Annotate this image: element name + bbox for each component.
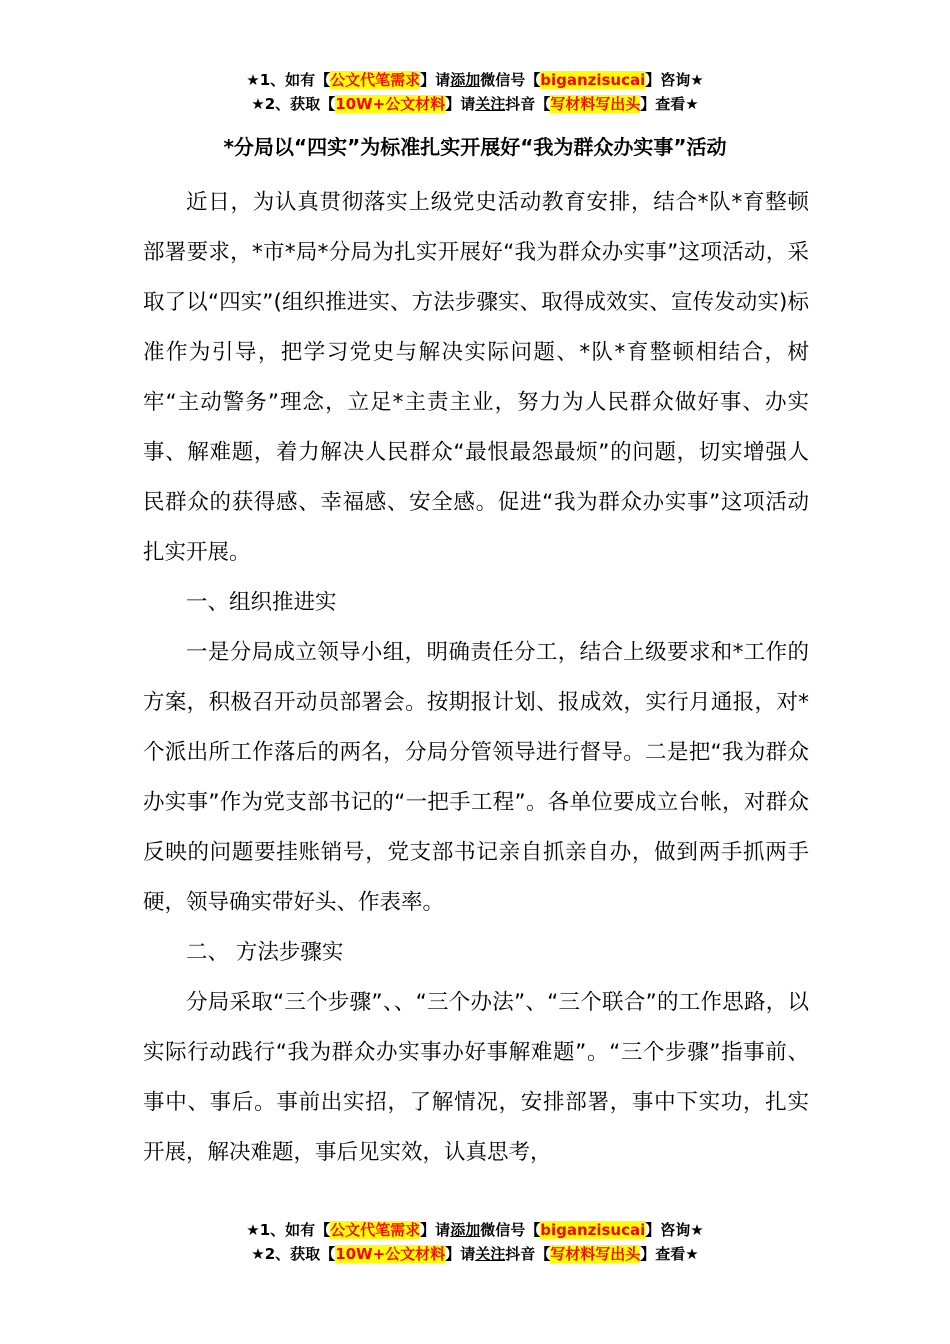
highlight-text: biganzisucai [540, 1221, 646, 1239]
highlight-text: 10W+公文材料 [335, 1245, 446, 1263]
banner-line-1 [0, 1218, 950, 1242]
underlined-text: 关注 [475, 1245, 506, 1263]
banner-text: 】咨询★ [645, 71, 704, 89]
document-title: *分局以“四实”为标准扎实开展好“我为群众办实事”活动 [223, 135, 727, 159]
highlight-text: 写材料写出头 [550, 1245, 641, 1263]
header-banner [0, 68, 950, 116]
banner-text: 抖音【 [505, 1245, 551, 1263]
banner-text: ★2、获取【 [251, 1245, 336, 1263]
highlight-text: 写材料写出头 [550, 95, 641, 113]
banner-text: 抖音【 [505, 95, 551, 113]
highlight-text: biganzisucai [540, 71, 646, 89]
paragraph-section-1: 一是分局成立领导小组，明确责任分工，结合上级要求和*工作的方案，积极召开动员部署会。按期报计划、报成效，实行月通报，对*个派出所工作落后的两名，分局分管领导进行督导。二是把“我为群众办实事”作为党支部书记的“一把手工程”。各单位要成立台帐，对群众反映的问题要挂账销号，党支部书记亲自抓亲自办，做到两手抓两手硬，领导确实带好头、作表率。 [143, 640, 809, 915]
banner-text: 】请 [445, 95, 476, 113]
banner-text: 】请 [420, 71, 451, 89]
document-body [143, 178, 809, 1178]
banner-text: 微信号【 [480, 1221, 541, 1239]
underlined-text: 添加 [450, 71, 481, 89]
banner-text: ★1、如有【 [246, 71, 331, 89]
banner-text: 】请 [445, 1245, 476, 1263]
banner-text: ★2、获取【 [251, 95, 336, 113]
banner-text: 】查看★ [640, 95, 699, 113]
banner-line-2 [0, 1242, 950, 1266]
banner-line-1 [0, 68, 950, 92]
footer-banner [0, 1218, 950, 1266]
underlined-text: 关注 [475, 95, 506, 113]
section-heading-2: 二、 方法步骤实 [186, 940, 344, 965]
banner-text: 微信号【 [480, 71, 541, 89]
underlined-text: 添加 [450, 1221, 481, 1239]
paragraph-intro: 近日，为认真贯彻落实上级党史活动教育安排，结合*队*育整顿部署要求，*市*局*分局为扎实开展好“我为群众办实事”这项活动，采取了以“四实”(组织推进实、方法步骤实、取得成效实、宣传发动实)标准作为引导，把学习党史与解决实际问题、*队*育整顿相结合，树牢“主动警务”理念，立足*主责主业，努力为人民群众做好事、办实事、解难题，着力解决人民群众“最恨最怨最烦”的问题，切实增强人民群众的获得感、幸福感、安全感。促进“我为群众办实事”这项活动扎实开展。 [143, 190, 809, 565]
highlight-text: 公文代笔需求 [330, 71, 421, 89]
banner-text: 】咨询★ [645, 1221, 704, 1239]
highlight-text: 公文代笔需求 [330, 1221, 421, 1239]
highlight-text: 10W+公文材料 [335, 95, 446, 113]
banner-text: ★1、如有【 [246, 1221, 331, 1239]
paragraph-section-2: 分局采取“三个步骤”、、“三个办法”、“三个联合”的工作思路，以实际行动践行“我为群众办实事办好事解难题”。“三个步骤”指事前、事中、事后。事前出实招，了解情况，安排部署，事中下实功，扎实开展，解决难题，事后见实效，认真思考， [143, 990, 809, 1165]
section-heading-1: 一、组织推进实 [186, 590, 337, 615]
banner-text: 】查看★ [640, 1245, 699, 1263]
banner-text: 】请 [420, 1221, 451, 1239]
banner-line-2 [0, 92, 950, 116]
